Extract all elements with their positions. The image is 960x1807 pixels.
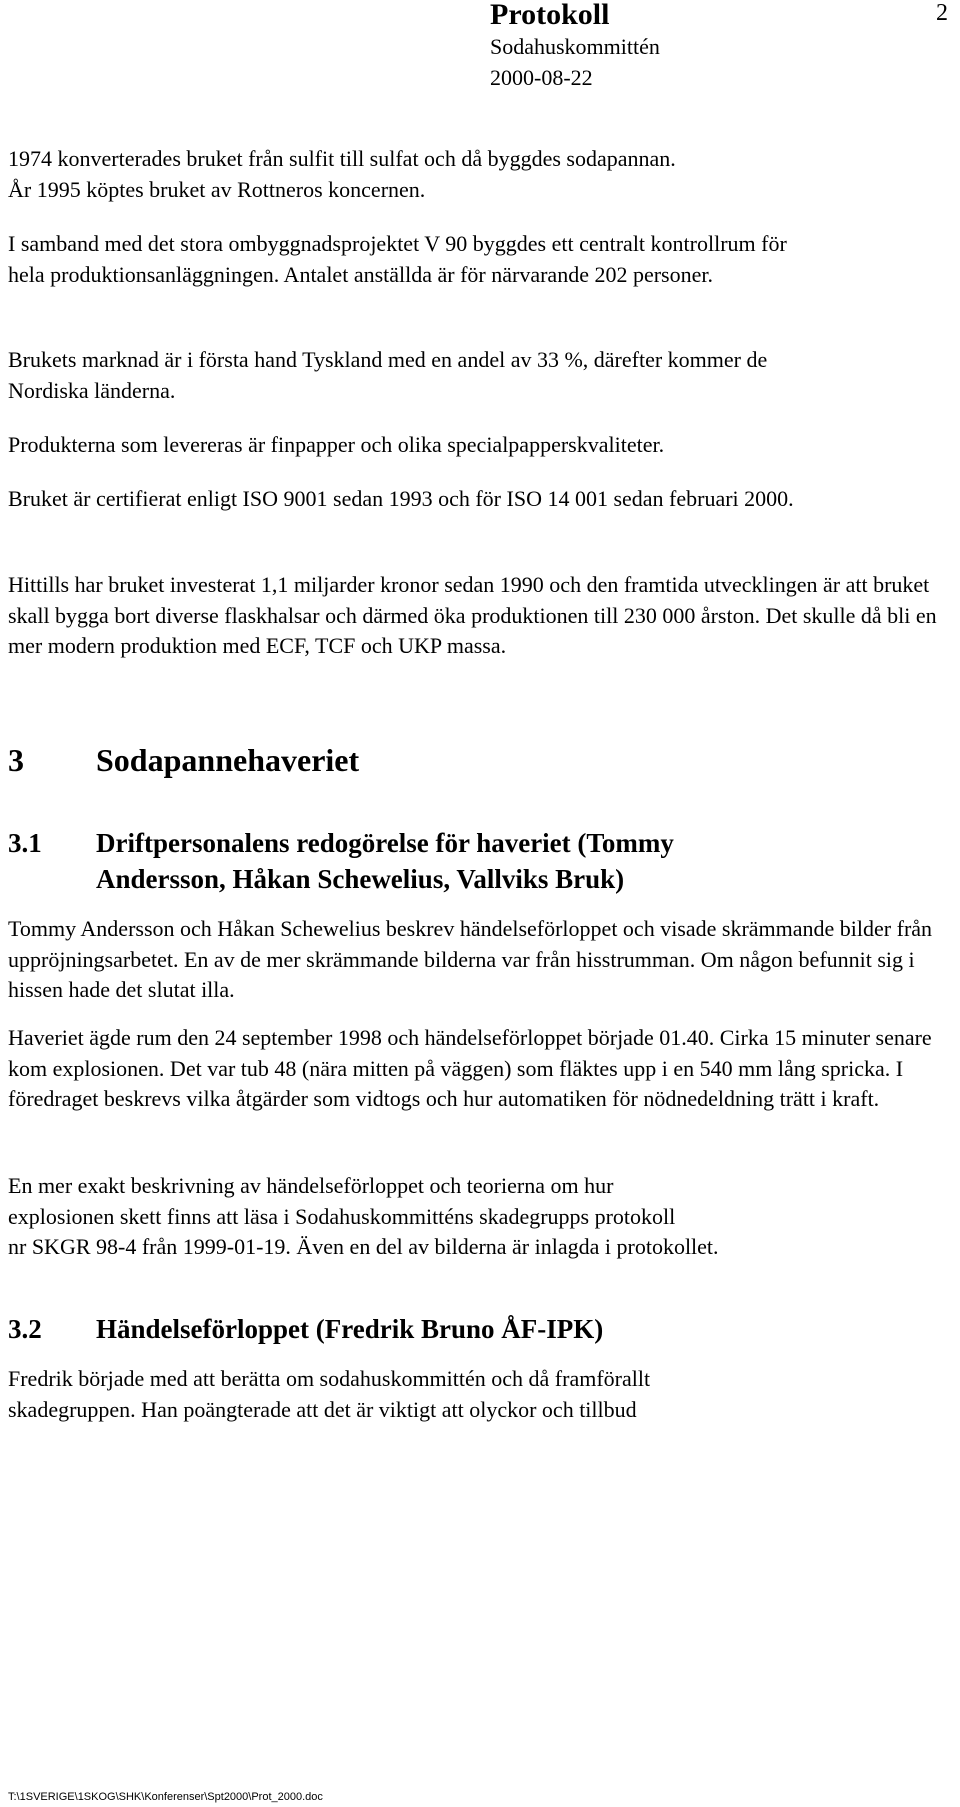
paragraph-market (8, 345, 838, 406)
paragraph-line: En mer exakt beskrivning av händelseförloppet och teorierna om hur (8, 1173, 614, 1198)
paragraph-control-room (8, 229, 828, 290)
paragraph-incident (8, 1023, 953, 1115)
paragraph-committee (8, 1364, 948, 1425)
section-title: Driftpersonalens redogörelse för haveriet (Tommy Andersson, Håkan Schewelius, Vallviks Bruk) (96, 828, 674, 894)
paragraph-line: Fredrik började med att berätta om sodahuskommittén och då framförallt (8, 1366, 651, 1391)
committee-name: Sodahuskommittén (490, 34, 660, 59)
paragraph-investment (8, 570, 953, 662)
paragraph-line: nr SKGR 98-4 från 1999-01-19. Även en del av bilderna är inlagda i protokollet. (8, 1234, 719, 1259)
paragraph-description (8, 1171, 948, 1263)
page-number: 2 (936, 0, 948, 26)
paragraph-text: Brukets marknad är i första hand Tyskland med en andel av 33 %, därefter kommer de Nordiska länderna. (8, 347, 768, 403)
page-header (0, 0, 960, 100)
paragraph-certification (8, 484, 808, 515)
section-3-1-heading (8, 825, 808, 897)
section-title: Händelseförloppet (Fredrik Bruno ÅF-IPK) (96, 1314, 604, 1344)
paragraph-history (8, 144, 948, 205)
paragraph-line: 1974 konverterades bruket från sulfit till sulfat och då byggdes sodapannan. (8, 146, 676, 171)
header-block (490, 0, 820, 94)
paragraph-text: Produkterna som levereras är finpapper och olika specialpapperskvaliteter. (8, 432, 665, 457)
section-number: 3.1 (8, 828, 42, 858)
paragraph-presentation (8, 914, 953, 1006)
document-title: Protokoll (490, 0, 610, 31)
section-number: 3.2 (8, 1314, 42, 1344)
paragraph-line: explosionen skett finns att läsa i Sodahuskommitténs skadegrupps protokoll (8, 1203, 676, 1229)
paragraph-text: Tommy Andersson och Håkan Schewelius beskrev händelseförloppet och visade skrämmande bilder från uppröjningsarbetet. En av de mer skrämmande bilderna var från hisstrumman. Om någon befunnit sig i hissen hade det slutat illa. (8, 916, 933, 1002)
paragraph-line: År 1995 köptes bruket av Rottneros koncernen. (8, 176, 426, 202)
document-date: 2000-08-22 (490, 65, 593, 90)
section-3-heading (8, 740, 359, 780)
paragraph-line: skadegruppen. Han poängterade att det är viktigt att olyckor och tillbud (8, 1396, 637, 1422)
section-number: 3 (8, 742, 24, 778)
paragraph-text: Haveriet ägde rum den 24 september 1998 och händelseförloppet började 01.40. Cirka 15 minuter senare kom explosionen. Det var tub 48 (nära mitten på väggen) som fläktes upp i en 540 mm lång spricka. I föredraget beskrevs vilka åtgärder som vidtogs och hur automatiken för nödnedeldning trätt i kraft. (8, 1025, 932, 1111)
paragraph-text: Hittills har bruket investerat 1,1 miljarder kronor sedan 1990 och den framtida utvecklingen är att bruket skall bygga bort diverse flaskhalsar och därmed öka produktionen till 230 000 årston. Det skulle då bli en mer modern produktion med ECF, TCF och UKP massa. (8, 572, 937, 658)
paragraph-text: Bruket är certifierat enligt ISO 9001 sedan 1993 och för ISO 14 001 sedan februari 2000. (8, 486, 794, 511)
section-title: Sodapannehaveriet (96, 742, 360, 778)
paragraph-text: I samband med det stora ombyggnadsprojektet V 90 byggdes ett centralt kontrollrum för hela produktionsanläggningen. Antalet anställda är för närvarande 202 personer. (8, 231, 787, 287)
section-3-2-heading (8, 1311, 948, 1347)
paragraph-products (8, 430, 948, 461)
file-path-footer: T:\1SVERIGE\1SKOG\SHK\Konferenser\Spt2000\Prot_2000.doc (8, 1791, 323, 1803)
